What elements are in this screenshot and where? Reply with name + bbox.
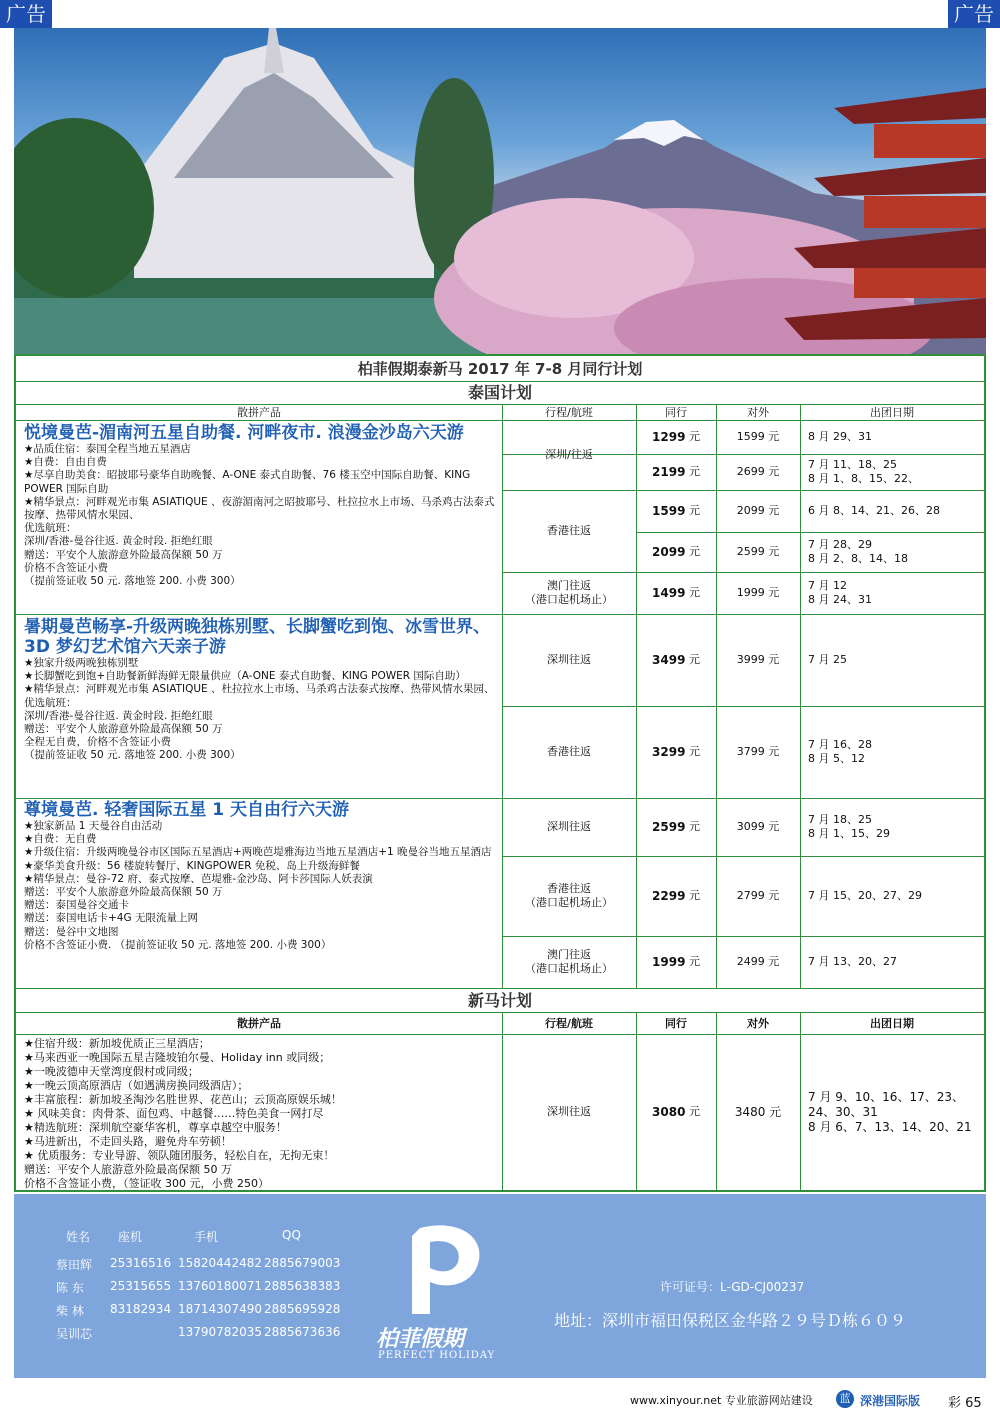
contact-header-qq: QQ bbox=[282, 1228, 301, 1242]
thailand-section-title: 泰国计划 bbox=[467, 383, 532, 402]
contact-mobile: 13760180071 bbox=[178, 1279, 262, 1293]
retail-price: 2499 元 bbox=[736, 955, 780, 968]
peer-price-unit: 元 bbox=[688, 545, 700, 558]
contact-header-phone: 座机 bbox=[118, 1230, 143, 1244]
peer-price-unit: 元 bbox=[688, 820, 700, 833]
contact-phone: 25316516 bbox=[110, 1256, 172, 1270]
logo-english: PERFECT HOLIDAY bbox=[378, 1350, 496, 1361]
contact-phone: 25315655 bbox=[110, 1279, 172, 1293]
departure-dates: 7 月 15、20、27、29 bbox=[808, 889, 922, 902]
product-title: 悦境曼芭-湄南河五星自助餐. 河畔夜市. 浪漫金沙岛六天游 bbox=[24, 423, 464, 443]
contact-name: 陈 东 bbox=[56, 1281, 84, 1295]
departure-dates: 7 月 11、18、25 8 月 1、8、15、22、 bbox=[808, 458, 919, 485]
departure-dates: 7 月 12 8 月 24、31 bbox=[808, 579, 872, 606]
retail-price: 2599 元 bbox=[736, 545, 780, 558]
contact-phone: 83182934 bbox=[110, 1302, 172, 1316]
contact-footer bbox=[14, 1194, 986, 1378]
bottom-site-text: www.xinyour.net 专业旅游网站建设 bbox=[630, 1394, 813, 1407]
header-retail: 对外 bbox=[747, 405, 769, 419]
peer-price-value: 1299 bbox=[652, 430, 686, 444]
header-retail: 对外 bbox=[747, 1016, 769, 1030]
license-number: 许可证号：L-GD-CJ00237 bbox=[660, 1280, 805, 1294]
route-cell: 香港往返 bbox=[547, 524, 591, 537]
product-description: ★独家新品 1 天曼谷自由活动 ★自费：无自费 ★升级住宿：升级两晚曼谷市区国际五星酒店+两晚芭堤雅海边当地五星酒店+1 晚曼谷当地五星酒店 ★豪华美食升级：56 楼旋转餐厅、KINGPOWER 免税、岛上升级海鲜餐 ★精华景点：曼谷-72 府、泰式按摩、芭堤雅-金沙岛、阿卡莎国际人妖表演 赠送：平安个人旅游意外险最高保额 50 万 赠送：泰国曼谷交通卡 赠送：泰国电话卡+4G 无限流量上网 赠送：曼谷中文地图 价格不含签证小费. （提前签证收 50 元. 落地签 200. 小费 300） bbox=[24, 820, 492, 951]
retail-price: 3099 元 bbox=[736, 820, 780, 833]
banner-image bbox=[14, 28, 986, 354]
route-cell: 澳门往返 （港口起机场止） bbox=[525, 579, 613, 606]
peer-price-unit: 元 bbox=[688, 745, 700, 758]
peer-price bbox=[636, 856, 716, 936]
retail-price: 2099 元 bbox=[736, 504, 780, 517]
xinma-description: ★住宿升级：新加坡优质正三星酒店； ★马来西亚一晚国际五星吉隆坡铂尔曼、Holiday inn 或同级； ★一晚波德申天堂湾度假村或同级； ★一晚云顶高原酒店（如遇满房换同级酒店）； ★丰富旅程：新加坡圣淘沙名胜世界、花芭山；云顶高原娱乐城！ ★ 风味美食：肉骨茶、面包鸡、中越餐……特色美食一网打尽 ★精选航班：深圳航空豪华客机，尊享卓越空中服务！ ★马进新出，不走回头路，避免舟车劳顿！ ★ 优质服务：专业导游、领队随团服务，轻松自在，无拘无束！ 赠送：平安个人旅游意外险最高保额 50 万 价格不含签证小费，（签证收 300 元，小费 250） bbox=[24, 1037, 342, 1190]
retail-price: 1599 元 bbox=[736, 430, 780, 443]
contact-name: 蔡田辉 bbox=[56, 1258, 93, 1272]
peer-price-value: 3499 bbox=[652, 653, 686, 667]
peer-price bbox=[636, 420, 716, 454]
peer-price bbox=[636, 532, 716, 572]
contact-qq: 2885695928 bbox=[264, 1302, 341, 1316]
header-route: 行程/航班 bbox=[544, 1016, 594, 1030]
edition-label: 深港国际版 bbox=[860, 1394, 921, 1408]
xinma-route: 深圳往返 bbox=[547, 1105, 591, 1118]
retail-price: 2799 元 bbox=[736, 889, 780, 902]
logo-icon bbox=[390, 1218, 486, 1318]
peer-price-unit: 元 bbox=[688, 586, 700, 599]
departure-dates: 7 月 28、29 8 月 2、8、14、18 bbox=[808, 538, 908, 565]
route-cell: 澳门往返 （港口起机场止） bbox=[525, 948, 613, 975]
departure-dates: 8 月 29、31 bbox=[808, 430, 872, 443]
peer-price-value: 2299 bbox=[652, 889, 686, 903]
header-dates: 出团日期 bbox=[870, 405, 914, 419]
peer-price bbox=[636, 614, 716, 706]
retail-price: 3799 元 bbox=[736, 745, 780, 758]
product-title: 暑期曼芭畅享-升级两晚独栋别墅、长脚蟹吃到饱、冰雪世界、3D 梦幻艺术馆六天亲子游 bbox=[24, 617, 491, 657]
header-route: 行程/航班 bbox=[545, 405, 593, 419]
edition-badge: 蓝 bbox=[836, 1390, 854, 1408]
contact-qq: 2885679003 bbox=[264, 1256, 341, 1270]
contact-mobile: 13790782035 bbox=[178, 1325, 262, 1339]
peer-price-unit: 元 bbox=[688, 504, 700, 517]
product-description: ★独家升级两晚独栋别墅 ★长脚蟹吃到饱+自助餐新鲜海鲜无限量供应（A-ONE 泰式自助餐、KING POWER 国际自助） ★精华景点：河畔观光市集 ASIATIQUE 、杜拉拉水上市场、马杀鸡古法泰式按摩、热带风情水果园、 优选航班： 深圳/香港-曼谷往返. 黄金时段. 拒绝红眼 赠送：平安个人旅游意外险最高保额 50 万 全程无自费，价格不含签证小费 （提前签证收 50 元. 落地签 200. 小费 300） bbox=[24, 657, 495, 762]
header-product: 散拼产品 bbox=[237, 1016, 281, 1030]
contact-header-mobile: 手机 bbox=[194, 1230, 219, 1244]
contact-name: 柴 林 bbox=[56, 1304, 84, 1318]
departure-dates: 7 月 25 bbox=[808, 653, 847, 666]
route-cell: 深圳/往返 bbox=[545, 448, 593, 461]
peer-price bbox=[636, 490, 716, 532]
header-peer: 同行 bbox=[665, 1016, 687, 1030]
header-dates: 出团日期 bbox=[870, 1016, 914, 1030]
xinma-peer-price bbox=[636, 1034, 716, 1190]
peer-price-unit: 元 bbox=[688, 430, 700, 443]
departure-dates: 7 月 18、25 8 月 1、15、29 bbox=[808, 813, 890, 840]
peer-price-value: 2599 bbox=[652, 820, 686, 834]
ad-label-left: 广告 bbox=[0, 0, 52, 28]
peer-price-unit: 元 bbox=[688, 955, 700, 968]
contact-qq: 2885673636 bbox=[264, 1325, 341, 1339]
banner-illustration bbox=[14, 28, 986, 354]
peer-price bbox=[636, 454, 716, 490]
page-number: 彩 65 bbox=[948, 1396, 982, 1411]
xinma-dates: 7 月 9、10、16、17、23、24、30、31 8 月 6、7、13、14、20、21 bbox=[808, 1089, 972, 1134]
itinerary-table bbox=[14, 354, 986, 1192]
retail-price: 2699 元 bbox=[736, 465, 780, 478]
departure-dates: 6 月 8、14、21、26、28 bbox=[808, 504, 940, 517]
route-cell: 深圳往返 bbox=[547, 653, 591, 666]
contact-header-name: 姓名 bbox=[66, 1230, 91, 1244]
company-address: 地址：深圳市福田保税区金华路２９号Ｄ栋６０９ bbox=[554, 1311, 907, 1330]
peer-price-value: 1599 bbox=[652, 504, 686, 518]
retail-price: 3999 元 bbox=[736, 653, 780, 666]
contact-mobile: 18714307490 bbox=[178, 1302, 262, 1316]
peer-price-value: 1999 bbox=[652, 955, 686, 969]
contact-name: 吴训芯 bbox=[56, 1327, 93, 1341]
header-product: 散拼产品 bbox=[237, 405, 281, 419]
peer-price bbox=[636, 936, 716, 988]
product-2 bbox=[24, 617, 498, 763]
route-cell: 香港往返 （港口起机场止） bbox=[525, 882, 613, 909]
peer-price-unit: 元 bbox=[688, 889, 700, 902]
peer-price-value: 3299 bbox=[652, 745, 686, 759]
peer-price-value: 2199 bbox=[652, 465, 686, 479]
peer-price-value: 1499 bbox=[652, 586, 686, 600]
xinma-peer-price-value: 3080 bbox=[652, 1105, 686, 1119]
xinma-retail-price: 3480 元 bbox=[734, 1105, 782, 1119]
product-3 bbox=[24, 800, 498, 952]
peer-price-unit: 元 bbox=[688, 653, 700, 666]
retail-price: 1999 元 bbox=[736, 586, 780, 599]
contact-mobile: 15820442482 bbox=[178, 1256, 262, 1270]
contact-qq: 2885638383 bbox=[264, 1279, 341, 1293]
product-description: ★品质住宿：泰国全程当地五星酒店 ★自费：自由自费 ★尽享自助美食：昭披耶号豪华自助晚餐、A-ONE 泰式自助餐、76 楼玉空中国际自助餐、KING POWER 国际自助 ★精华景点：河畔观光市集 ASIATIQUE 、夜游湄南河之昭披耶号、杜拉拉水上市场、马杀鸡古法泰式按摩、热带风情水果园、 优选航班： 深圳/香港-曼谷往返. 黄金时段. 拒绝红眼 赠送：平安个人旅游意外险最高保额 50 万 价格不含签证小费 （提前签证收 50 元. 落地签 200. 小费 300） bbox=[24, 443, 495, 588]
main-title: 柏菲假期泰新马 2017 年 7-8 月同行计划 bbox=[357, 360, 643, 378]
peer-price-value: 2099 bbox=[652, 545, 686, 559]
peer-price bbox=[636, 798, 716, 856]
xinma-section-title: 新马计划 bbox=[467, 990, 532, 1010]
route-cell: 深圳往返 bbox=[547, 820, 591, 833]
route-cell: 香港往返 bbox=[547, 745, 591, 758]
departure-dates: 7 月 13、20、27 bbox=[808, 955, 897, 968]
product-title: 尊境曼芭. 轻奢国际五星 1 天自由行六天游 bbox=[24, 800, 350, 820]
peer-price bbox=[636, 572, 716, 614]
ad-label-right: 广告 bbox=[948, 0, 1000, 28]
header-peer: 同行 bbox=[665, 405, 687, 419]
peer-price-unit: 元 bbox=[688, 465, 700, 478]
product-1 bbox=[24, 423, 498, 588]
xinma-peer-price-unit: 元 bbox=[688, 1105, 700, 1118]
logo-chinese: 柏菲假期 bbox=[376, 1326, 465, 1352]
peer-price bbox=[636, 706, 716, 798]
departure-dates: 7 月 16、28 8 月 5、12 bbox=[808, 738, 872, 765]
